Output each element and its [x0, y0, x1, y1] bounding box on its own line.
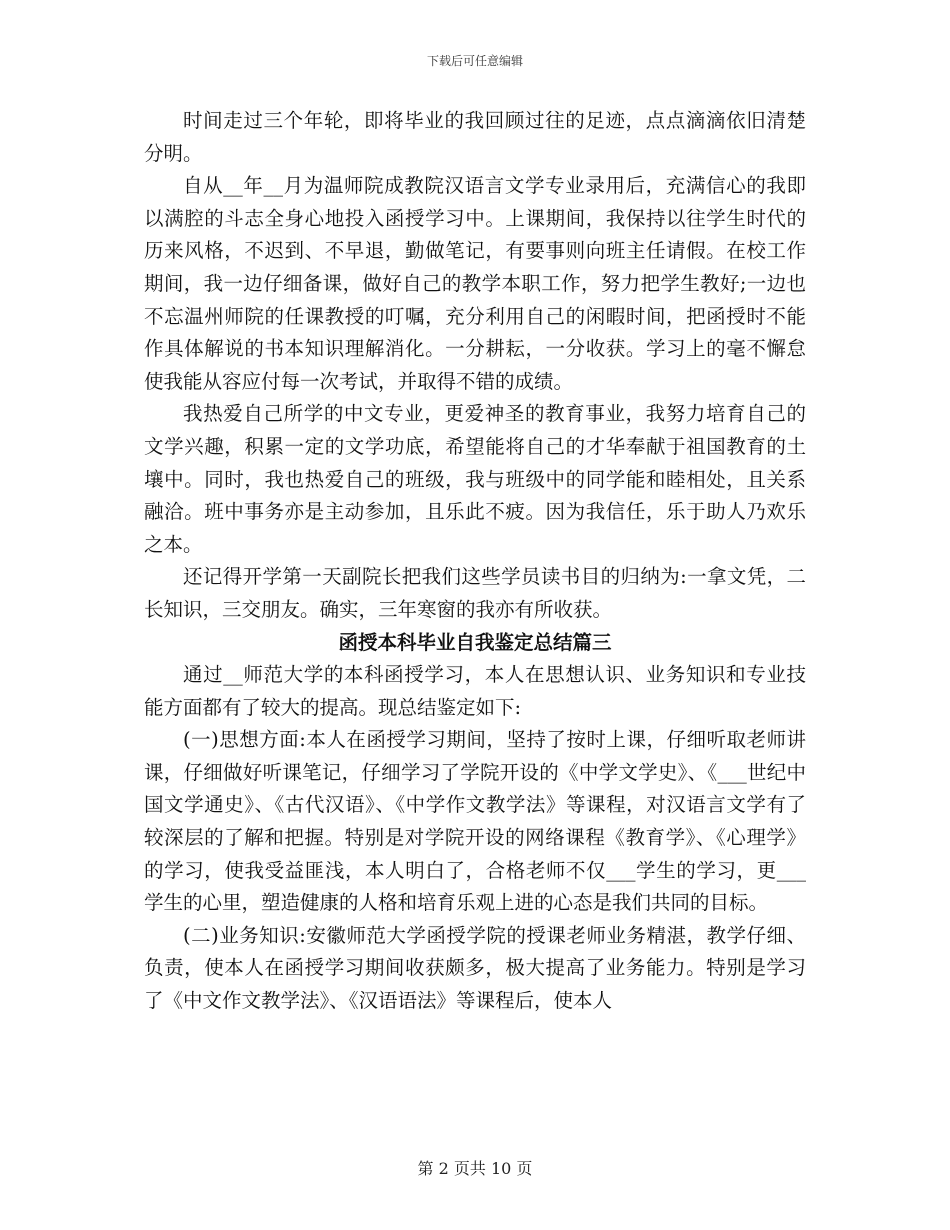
paragraph: (二)业务知识:安徽师范大学函授学院的授课老师业务精湛，教学仔细、负责，使本人在函授学习期间收获颇多，极大提高了业务能力。特别是学习了《中文作文教学法》、《汉语语法》等课程后，使本人: [144, 923, 806, 1013]
section-title: 函授本科毕业自我鉴定总结篇三: [338, 630, 612, 654]
paragraph: 自从__年__月为温师院成教院汉语言文学专业录用后，充满信心的我即以满腔的斗志全身心地投入函授学习中。上课期间，我保持以往学生时代的历来风格，不迟到、不早退，勤做笔记，有要事则向班主任请假。在校工作期间，我一边仔细备课，做好自己的教学本职工作，努力把学生教好;一边也不忘温州师院的任课教授的叮嘱，充分利用自己的闲暇时间，把函授时不能作具体解说的书本知识理解消化。一分耕耘，一分收获。学习上的毫不懈怠使我能从容应付每一次考试，并取得不错的成绩。: [144, 174, 806, 393]
document-body: [144, 105, 806, 1018]
page-header: 下载后可任意编辑: [426, 54, 523, 68]
paragraph: 通过__师范大学的本科函授学习，本人在思想认识、业务知识和专业技能方面都有了较大的提高。现总结鉴定如下:: [144, 663, 806, 719]
paragraph: (一)思想方面:本人在函授学习期间，坚持了按时上课，仔细听取老师讲课，仔细做好听课笔记，仔细学习了学院开设的《中学文学史》、《___世纪中国文学通史》、《古代汉语》、《中学作文教学法》等课程，对汉语言文学有了较深层的了解和把握。特别是对学院开设的网络课程《教育学》、《心理学》的学习，使我受益匪浅，本人明白了，合格老师不仅___学生的学习，更___学生的心里，塑造健康的人格和培育乐观上进的心态是我们共同的目标。: [144, 728, 806, 915]
paragraph: 我热爱自己所学的中文专业，更爱神圣的教育事业，我努力培育自己的文学兴趣，积累一定的文学功底，希望能将自己的才华奉献于祖国教育的土壤中。同时，我也热爱自己的班级，我与班级中的同学能和睦相处，且关系融洽。班中事务亦是主动参加，且乐此不疲。因为我信任，乐于助人乃欢乐之本。: [144, 402, 806, 556]
paragraph: 还记得开学第一天副院长把我们这些学员读书目的归纳为:一拿文凭，二长知识，三交朋友。确实，三年寒窗的我亦有所收获。: [144, 565, 806, 621]
paragraph: 时间走过三个年轮，即将毕业的我回顾过往的足迹，点点滴滴依旧清楚分明。: [144, 109, 806, 165]
page-number: 第 2 页共 10 页: [417, 1159, 533, 1178]
